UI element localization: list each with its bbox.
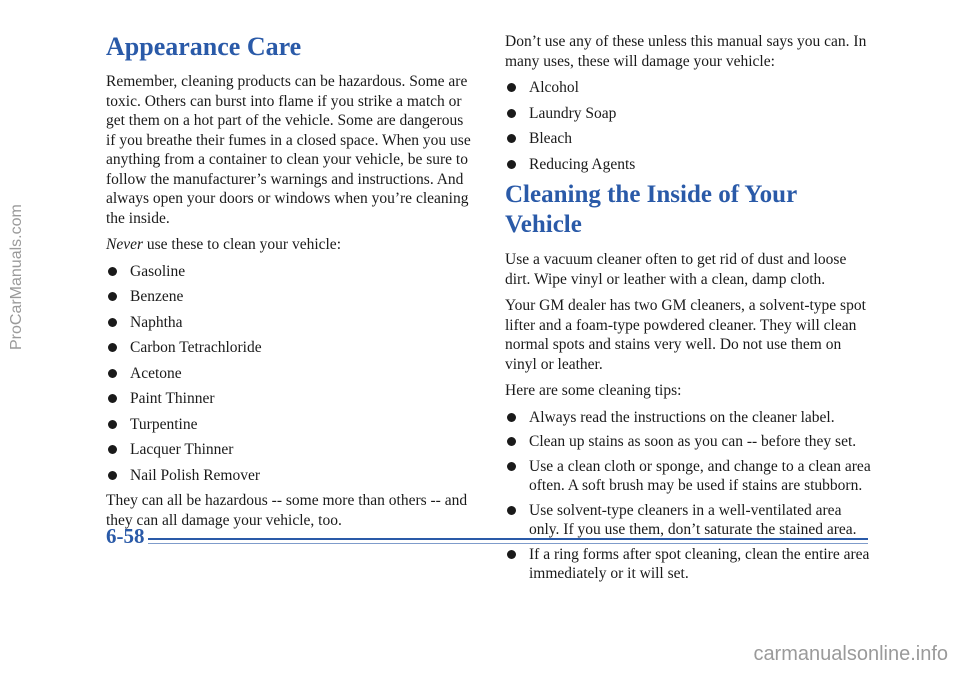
list-item: Naphtha: [106, 313, 476, 333]
bullet-icon: [108, 369, 117, 378]
list-item: Lacquer Thinner: [106, 440, 476, 460]
list-item: Benzene: [106, 287, 476, 307]
bullet-icon: [108, 292, 117, 301]
bullet-icon: [507, 550, 516, 559]
damaging-products-list: [505, 78, 875, 174]
never-use-text: use these to clean your vehicle:: [143, 236, 341, 253]
list-item: Nail Polish Remover: [106, 466, 476, 486]
list-item: Alcohol: [505, 78, 875, 98]
list-item: Reducing Agents: [505, 155, 875, 175]
list-item: Gasoline: [106, 262, 476, 282]
side-watermark: ProCarManuals.com: [8, 204, 25, 350]
bullet-icon: [507, 160, 516, 169]
bullet-icon: [507, 413, 516, 422]
bullet-icon: [507, 109, 516, 118]
bullet-icon: [108, 420, 117, 429]
bullet-icon: [108, 267, 117, 276]
list-item: Turpentine: [106, 415, 476, 435]
bottom-watermark: carmanualsonline.info: [753, 643, 948, 665]
never-word: Never: [106, 236, 144, 253]
list-item: If a ring forms after spot cleaning, clean the entire area immediately or it will set.: [505, 545, 875, 584]
dont-use-paragraph: Don’t use any of these unless this manual says you can. In many uses, these will damage your vehicle:: [505, 33, 867, 70]
footer-rule-thin: [148, 543, 868, 544]
footer-rule: [148, 538, 868, 540]
cleaning-inside-heading: Cleaning the Inside of Your Vehicle: [505, 181, 797, 238]
left-column: [106, 32, 476, 537]
appearance-care-heading: Appearance Care: [106, 32, 302, 61]
bullet-icon: [108, 318, 117, 327]
list-item: Paint Thinner: [106, 389, 476, 409]
bullet-icon: [108, 471, 117, 480]
list-item: Clean up stains as soon as you can -- before they set.: [505, 432, 875, 452]
hazardous-products-list: [106, 262, 476, 486]
page-number: 6-58: [106, 524, 145, 548]
cleaning-warning-paragraph: Remember, cleaning products can be hazardous. Some are toxic. Others can burst into flame if you strike a match or get them on a hot part of the vehicle. Some are dangerous if you breathe their fumes in a closed space. When you use anything from a container to clean your vehicle, be sure to follow the manufacturer’s warnings and instructions. And always open your doors or windows when you’re cleaning the inside.: [106, 73, 471, 227]
tips-intro: Here are some cleaning tips:: [505, 382, 682, 399]
closing-paragraph: They can all be hazardous -- some more than others -- and they can all damage your vehicle, too.: [106, 492, 468, 529]
right-column: [505, 32, 875, 589]
bullet-icon: [108, 394, 117, 403]
list-item: Use a clean cloth or sponge, and change to a clean area often. A soft brush may be used if stains are stubborn.: [505, 457, 875, 496]
bullet-icon: [507, 506, 516, 515]
vacuum-paragraph: Use a vacuum cleaner often to get rid of dust and loose dirt. Wipe vinyl or leather with a clean, damp cloth.: [505, 251, 847, 288]
bullet-icon: [507, 134, 516, 143]
list-item: Always read the instructions on the cleaner label.: [505, 408, 875, 428]
list-item: Bleach: [505, 129, 875, 149]
list-item: Laundry Soap: [505, 104, 875, 124]
bullet-icon: [507, 462, 516, 471]
list-item: Acetone: [106, 364, 476, 384]
gm-cleaners-paragraph: Your GM dealer has two GM cleaners, a solvent-type spot lifter and a foam-type powdered cleaner. They will clean normal spots and stains very well. Do not use them on vinyl or leather.: [505, 297, 866, 373]
never-use-paragraph: [106, 235, 476, 255]
bullet-icon: [108, 445, 117, 454]
bullet-icon: [108, 343, 117, 352]
list-item: Use solvent-type cleaners in a well-ventilated area only. If you use them, don’t saturate the stained area.: [505, 501, 875, 540]
cleaning-tips-list: [505, 408, 875, 584]
bullet-icon: [507, 83, 516, 92]
bullet-icon: [507, 437, 516, 446]
list-item: Carbon Tetrachloride: [106, 338, 476, 358]
